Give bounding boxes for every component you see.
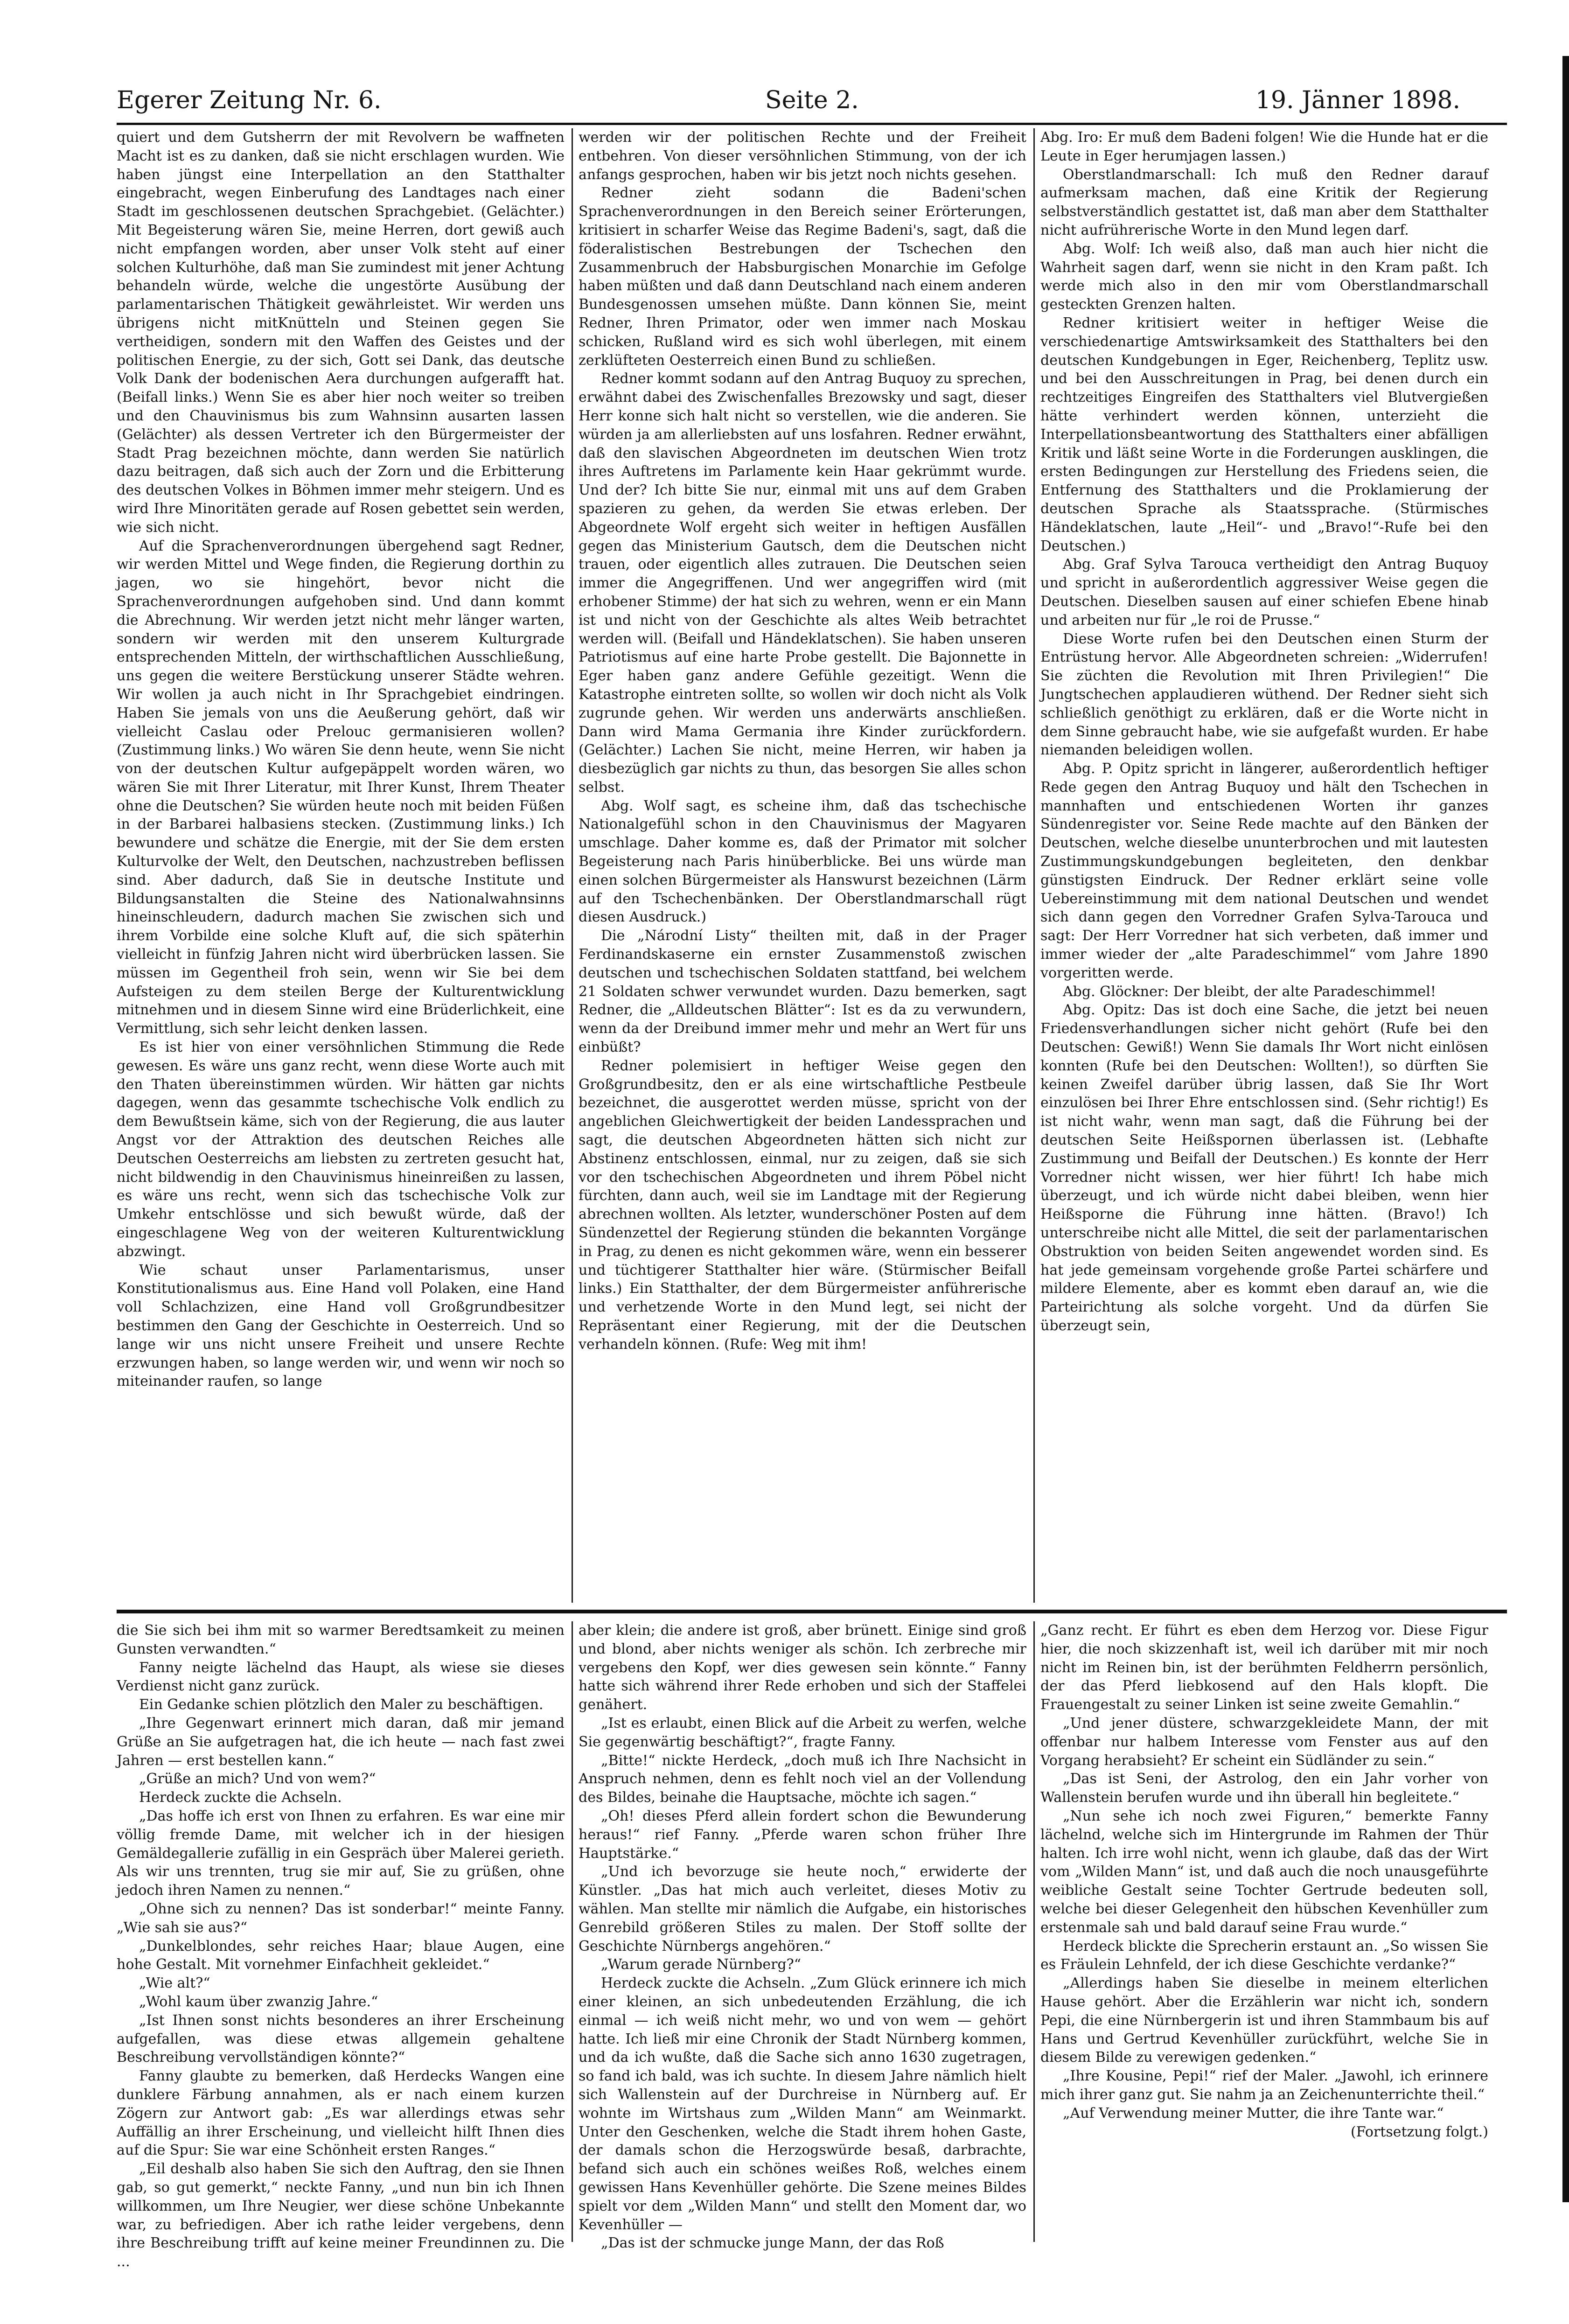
paragraph: „Nun sehe ich noch zwei Figuren,“ bemerkte Fanny lächelnd, welche sich im Hintergrunde im Rahmen der Thür halten. Ich irre wohl nicht, wenn ich glaube, daß das der Wirt vom „Wilden Mann“ ist, und daß auch die noch unausgeführte weibliche Gestalt seine Tochter Gertrude bedeuten soll, welche bei dieser Gelegenheit den hübschen Kevenhüller zum erstenmale sah und bald darauf seine Frau wurde.“ [1040,1808,1488,1936]
paragraph: Auf die Sprachenverordnungen übergehend sagt Redner, wir werden Mittel und Wege finden, die Regierung dorthin zu jagen, wo sie hingehört, bevor nicht die Sprachenverordnungen aufgehoben sind. Und dann kommt die Abrechnung. Wir werden jetzt nicht mehr länger warten, sondern wir werden mit den unserem Kulturgrade entsprechenden Mitteln, der wirthschaftlichen Ausschließung, uns gegen die weitere Berstückung unserer Städte wehren. Wir wollen ja auch nicht in Ihr Sprachgebiet eindringen. Haben Sie jemals von uns die Aeußerung gehört, daß wir vielleicht Caslau oder Prelouc germanisieren wollen? (Zustimmung links.) Wo wären Sie denn heute, wenn Sie nicht von der deutschen Kultur aufgepäppelt worden wären, wo wären Sie mit Ihrer Literatur, mit Ihrer Kunst, Ihrem Theater ohne die Deutschen? Sie würden heute noch mit beiden Füßen in der Barbarei halbasiens stecken. (Zustimmung links.) Ich bewundere und schätze die Energie, mit der Sie dem ersten Kulturvolke der Welt, den Deutschen, nachzustreben beflissen sind. Aber dadurch, daß Sie in deutsche Institute und Bildungsanstalten die Steine des Nationalwahnsinns hineinschleudern, dadurch machen Sie zwischen sich und ihrem Vorbilde eine solche Kluft auf, die sich späterhin vielleicht in fünfzig Jahren nicht wird überbrücken lassen. Sie müssen im Gegentheil froh sein, wenn wir Sie bei dem Aufsteigen zu dem steilen Berge der Kulturentwicklung mitnehmen und in diesem Sinne wird eine Brüderlichkeit, eine Vermittlung, sich sehr leicht denken lassen. [117,537,565,1037]
paragraph: „Das ist der schmucke junge Mann, der das Roß [601,2235,944,2252]
paragraph: Die „Národní Listy“ theilten mit, daß in der Prager Ferdinandskaserne ein ernster Zusammenstoß zwischen deutschen und tschechischen Soldaten stattfand, bei welchem 21 Soldaten schwer verwundet wurden. Dazu bemerken, sagt Redner, die „Alldeutschen Blätter“: Ist es da zu verwundern, wenn da der Dreibund immer mehr und mehr an Wert für uns einbüßt? [579,928,1026,1056]
paragraph: „Das ist Seni, der Astrolog, den ein Jahr vorher von Wallenstein berufen wurde und ihn überall hin begleitete.“ [1040,1771,1488,1806]
paragraph: Oberstlandmarschall: Ich muß den Redner darauf aufmerksam machen, daß eine Kritik der Regierung selbstverständlich gestattet ist, daß man aber dem Statthalter nicht aufrührerische Worte in den Mund legen darf. [1040,166,1488,238]
lower-column-3 [1040,1621,1488,2242]
column-divider [572,1621,573,2242]
column-divider [1033,1621,1035,2242]
paragraph: werden wir der politischen Rechte und der Freiheit entbehren. Von dieser versöhnlichen Stimmung, von der ich anfangs gesprochen, haben wir bis jetzt noch nichts gesehen. [579,129,1026,183]
paragraph: „Wie alt?“ [139,1975,210,1992]
header-newspaper-name: Egerer Zeitung Nr. 6. [117,86,382,114]
upper-column-3 [1040,128,1488,1603]
paragraph: „Und ich bevorzuge sie heute noch,“ erwiderte der Künstler. „Das hat mich auch verleitet, dieses Motiv zu wählen. Man stellte mir nämlich die Aufgabe, ein historisches Genrebild größeren Stiles zu malen. Der Stoff sollte der Geschichte Nürnbergs angehören.“ [579,1863,1026,1954]
paragraph: Fanny neigte lächelnd das Haupt, als wiese sie dieses Verdienst nicht ganz zurück. [117,1659,565,1695]
paragraph: „Allerdings haben Sie dieselbe in meinem elterlichen Hause gehört. Aber die Erzählerin war nicht ich, sondern Pepi, die eine Nürnbergerin ist und ihren Stammbaum bis auf Hans und Gertrud Kevenhüller zurückführt, welche Sie in diesem Bilde zu verewigen gedenken.“ [1040,1975,1488,2066]
paragraph: Redner zieht sodann die Badeni'schen Sprachenverordnungen in den Bereich seiner Erörterungen, kritisiert in scharfer Weise das Regime Badeni's, sagt, daß die föderalistischen Bestrebungen der Tschechen den Zusammenbruch der Habsburgischen Monarchie im Gefolge haben müßten und daß dann Deutschland nach einem anderen Bundesgenossen umsehen müßte. Dann können Sie, meint Redner, Ihren Primator, oder wen immer nach Moskau schicken, Rußland wird es sich wohl überlegen, mit einem zerklüfteten Oesterreich einen Bund zu schließen. [579,185,1026,369]
paragraph: Abg. Wolf: Ich weiß also, daß man auch hier nicht die Wahrheit sagen darf, wenn sie nicht in den Kram paßt. Ich werde mich also in den mir vom Oberstlandmarschall gesteckten Grenzen halten. [1040,240,1488,313]
paragraph: „Auf Verwendung meiner Mutter, die ihre Tante war.“ [1063,2105,1444,2122]
paragraph: die Sie sich bei ihm mit so warmer Beredtsamkeit zu meinen Gunsten verwandten.“ [117,1622,565,1657]
newspaper-page [117,82,1507,2270]
paragraph: quiert und dem Gutsherrn der mit Revolvern be waffneten Macht ist es zu danken, daß sie nicht erschlagen wurden. Wie haben jüngst eine Interpellation an den Statthalter eingebracht, wegen Einberufung des Landtages nach einer Stadt im geschlossenen deutschen Sprachgebiet. (Gelächter.) Mit Begeisterung wären Sie, meine Herren, dort gewiß auch nicht empfangen worden, aber unser Volk steht auf einer solchen Kulturhöhe, daß man Sie zumindest mit jener Achtung behandeln würde, welche die ungestörte Ausübung der parlamentarischen Thätigkeit gewährleistet. Wir werden uns übrigens nicht mitKnütteln und Steinen gegen Sie vertheidigen, sondern mit den Waffen des Geistes und der politischen Energie, zu der sich, Gott sei Dank, das deutsche Volk Dank der bodenischen Aera durchungen aufgerafft hat. (Beifall links.) Wenn Sie es aber hier noch weiter so treiben und den Chauvinismus bis zum Wahnsinn ausarten lassen (Gelächter) als dessen Vertreter ich den Bürgermeister der Stadt Prag bezeichnen möchte, dann werden Sie natürlich dazu beitragen, daß sich auch der Zorn und die Erbitterung des deutschen Volkes in Böhmen immer mehr steigern. Und es wird Ihre Minoritäten gerade auf Rosen gebettet sein werden, wie sich nicht. [117,129,565,536]
paragraph: Herdeck zuckte die Achseln. „Zum Glück erinnere ich mich einer kleinen, an sich unbedeutenden Erzählung, die ich einmal — ich weiß nicht mehr, wo und von wem — gehört hatte. Ich ließ mir eine Chronik der Stadt Nürnberg kommen, und da ich wußte, daß die Sache sich anno 1630 zugetragen, so fand ich bald, was ich suchte. In diesem Jahre nämlich hielt sich Wallenstein auf der Durchreise in Nürnberg auf. Er wohnte im Wirtshaus zum „Wilden Mann“ am Weinmarkt. Unter den Geschenken, welche die Stadt ihrem hohen Gaste, der damals schon die Herzogswürde besaß, darbrachte, befand sich auch ein schönes weißes Roß, welches einem gewissen Hans Kevenhüller gehörte. Die Szene meines Bildes spielt vor dem „Wilden Mann“ und stellt den Moment dar, wo Kevenhüller — [579,1975,1026,2233]
paragraph: „Ohne sich zu nennen? Das ist sonderbar!“ meinte Fanny. „Wie sah sie aus?“ [117,1900,565,1936]
column-divider [1033,128,1035,1603]
page-header [117,82,1507,119]
upper-column-1 [117,128,565,1603]
paragraph: Diese Worte rufen bei den Deutschen einen Sturm der Entrüstung hervor. Alle Abgeordneten schreien: „Widerrufen! Sie züchten die Revolution mit Ihren Privilegien!“ Die Jungtschechen applaudieren wüthend. Der Redner sieht sich schließlich genöthigt zu erklären, daß er die Worte nicht in dem Sinne gebraucht habe, wie sie aufgefaßt wurden. Er habe niemanden beleidigen wollen. [1040,630,1488,759]
paragraph: „Wohl kaum über zwanzig Jahre.“ [139,1993,378,2010]
header-date: 19. Jänner 1898. [1255,86,1460,114]
paragraph: „Ganz recht. Er führt es eben dem Herzog vor. Diese Figur hier, die noch skizzenhaft ist, weil ich darüber mit mir noch nicht im Reinen bin, ist der berühmten Feldherrn persönlich, der das Pferd liebkosend auf den Hals klopft. Die Frauengestalt zu seiner Linken ist seine zweite Gemahlin.“ [1040,1622,1488,1713]
paragraph: Abg. P. Opitz spricht in längerer, außerordentlich heftiger Rede gegen den Antrag Buquoy und hält den Tschechen in mannhaften und entschiedenen Worten ihr ganzes Sündenregister vor. Seine Rede machte auf den Bänken der Deutschen, welche dieselbe ununterbrochen und mit lautesten Zustimmungskundgebungen begleiteten, den denkbar günstigsten Eindruck. Der Redner erklärt seine volle Uebereinstimmung mit dem national Deutschen und wendet sich dann gegen den Vorredner Grafen Sylva-Tarouca und sagt: Der Herr Vorredner hat sich verbeten, daß immer und immer wieder der „alte Paradeschimmel“ vom Jahre 1890 vorgeritten werde. [1040,761,1488,981]
paragraph: Abg. Wolf sagt, es scheine ihm, daß das tschechische Nationalgefühl schon in den Chauvinismus der Magyaren umschlage. Daher komme es, daß der Primator mit solcher Begeisterung nach Paris hinüberblicke. Bei uns würde man einen solchen Bürgermeister als Hanswurst bezeichnen (Lärm auf den Tschechenbänken. Der Oberstlandmarschall rügt diesen Ausdruck.) [579,797,1026,926]
upper-column-2 [579,128,1026,1603]
paragraph: „Ist es erlaubt, einen Blick auf die Arbeit zu werfen, welche Sie gegenwärtig beschäftigt?“, fragte Fanny. [579,1715,1026,1750]
paragraph: „Ihre Gegenwart erinnert mich daran, daß mir jemand Grüße an Sie aufgetragen hat, die ich heute — nach fast zwei Jahren — erst bestellen kann.“ [117,1715,565,1769]
paragraph: Abg. Opitz: Das ist doch eine Sache, die jetzt bei neuen Friedensverhandlungen sicher nicht gehört (Rufe bei den Deutschen: Gewiß!) Wenn Sie damals Ihr Wort nicht einlösen konnten (Rufe bei den Deutschen: Wollten!), so dürften Sie keinen Zweifel darüber übrig lassen, daß Sie Ihr Wort einzulösen bei Ihrer Ehre entschlossen sind. (Sehr richtig!) Es ist nicht wahr, wenn man sagt, daß die Führung bei der deutschen Seite Heißspornen überlassen ist. (Lebhafte Zustimmung und Beifall der Deutschen.) Es konnte der Herr Vorredner nicht wissen, wer hier führt! Ich habe mich überzeugt, und ich würde nicht dabei bleiben, wenn hier Heißsporne die Führung inne hätten. (Bravo!) Ich unterschreibe nicht alle Mittel, die seit der parlamentarischen Obstruktion von beiden Seiten angewendet worden sind. Es hat jede gemeinsam vorgehende große Partei schärfere und mildere Elemente, aber es kommt eben darauf an, wie die Parteirichtung als solche vorgeht. Und da dürfen Sie überzeugt sein, [1040,1002,1488,1334]
page-edge-shadow [1562,56,1569,2202]
paragraph: „Dunkelblondes, sehr reiches Haar; blaue Augen, eine hohe Gestalt. Mit vornehmer Einfachheit gekleidet.“ [117,1938,565,1973]
header-rule [117,123,1507,125]
lower-column-1 [117,1621,565,2270]
paragraph: Herdeck zuckte die Achseln. [139,1789,342,1806]
paragraph: Es ist hier von einer versöhnlichen Stimmung die Rede gewesen. Es wäre uns ganz recht, wenn diese Worte auch mit den Thaten übereinstimmen würden. Wir hätten gar nichts dagegen, wenn das gesammte tschechische Volk endlich zu dem Bewußtsein käme, sich von der Regierung, die aus lauter Angst vor der Attraktion des deutschen Reiches alle Deutschen Oesterreichs am liebsten zu zertreten gesucht hat, nicht bildwendig in den Chauvinismus hineinreißen zu lassen, es wäre uns recht, wenn sich das tschechische Volk zur Umkehr entschlösse und sich bewußt würde, daß der eingeschlagene Weg von der weiteren Kulturentwicklung abzwingt. [117,1039,565,1260]
paragraph: „Und jener düstere, schwarzgekleidete Mann, der mit offenbar nur halbem Interesse vom Fenster aus auf den Vorgang herabsieht? Er scheint ein Südländer zu sein.“ [1040,1715,1488,1769]
paragraph: „Oh! dieses Pferd allein fordert schon die Bewunderung heraus!“ rief Fanny. „Pferde waren schon früher Ihre Hauptstärke.“ [579,1808,1026,1862]
paragraph: „Ihre Kousine, Pepi!“ rief der Maler. „Jawohl, ich erinnere mich ihrer ganz gut. Sie nahm ja an Zeichenunterrichte theil.“ [1040,2068,1488,2103]
paragraph: Redner polemisiert in heftiger Weise gegen den Großgrundbesitz, den er als eine wirtschaftliche Pestbeule bezeichnet, die ausgerottet werden müsse, spricht von der angeblichen Gleichwertigkeit der beiden Landessprachen und sagt, die deutschen Abgeordneten hätten sich nicht zur Abstinenz entschlossen, einmal, nur zu zeigen, daß sie sich vor den tschechischen Abgeordneten und ihrem Pöbel nicht fürchten, dann auch, weil sie im Landtage mit der Regierung abrechnen wollten. Als letzter, wunderschöner Posten auf dem Sündenzettel der Regierung stünden die bekannten Vorgänge in Prag, zu denen es nicht gekommen wäre, wenn ein besserer und tüchtigerer Statthalter hier wäre. (Stürmischer Beifall links.) Ein Statthalter, der dem Bürgermeister anführerische und verhetzende Worte in den Mund legt, sei nicht der Repräsentant einer Regierung, mit der die Deutschen verhandeln können. (Rufe: Weg mit ihm! [579,1057,1026,1353]
paragraph: „Ist Ihnen sonst nichts besonderes an ihrer Erscheinung aufgefallen, was diese etwas allgemein gehaltene Beschreibung vervollständigen könnte?“ [117,2012,565,2066]
continuation-note: (Fortsetzung folgt.) [1351,2123,1488,2140]
paragraph: „Bitte!“ nickte Herdeck, „doch muß ich Ihre Nachsicht in Anspruch nehmen, denn es fehlt noch viel an der Vollendung des Bildes, beinahe die Hauptsache, möchte ich sagen.“ [579,1752,1026,1806]
paragraph: Abg. Graf Sylva Tarouca vertheidigt den Antrag Buquoy und spricht in außerordentlich aggressiver Weise gegen die Deutschen. Dieselben sausen auf einer schiefen Ebene hinab und arbeiten nur für „le roi de Prusse.“ [1040,556,1488,628]
header-page-number: Seite 2. [765,86,859,114]
paragraph: Fanny glaubte zu bemerken, daß Herdecks Wangen eine dunklere Färbung annahmen, als er nach einem kurzen Zögern zur Antwort gab: „Es war allerdings etwas sehr Auffällig an ihrer Erscheinung, und vielleicht hilft Ihnen dies auf die Spur: Sie war eine Schönheit ersten Ranges.“ [117,2068,565,2159]
column-divider [572,128,573,1603]
paragraph: „Eil deshalb also haben Sie sich den Auftrag, den sie Ihnen gab, so gut gemerkt,“ neckte Fanny, „und nun bin ich Ihnen willkommen, um Ihre Neugier, wer diese schöne Unbekannte war, zu befriedigen. Aber ich rathe leider vergebens, denn ihre Beschreibung trifft auf keine meiner Freundinnen zu. Die ... [117,2161,565,2270]
paragraph: Abg. Iro: Er muß dem Badeni folgen! Wie die Hunde hat er die Leute in Eger herumjagen lassen.) [1040,129,1488,164]
paragraph: Wie schaut unser Parlamentarismus, unser Konstitutionalismus aus. Eine Hand voll Polaken, eine Hand voll Schlachzizen, eine Hand voll Großgrundbesitzer bestimmen den Gang der Geschichte in Oesterreich. Und so lange wir uns nicht unsere Freiheit und unsere Rechte erzwungen haben, so lange werden wir, und wenn wir noch so miteinander raufen, so lange [117,1262,565,1390]
paragraph: „Das hoffe ich erst von Ihnen zu erfahren. Es war eine mir völlig fremde Dame, mit welcher ich in der hiesigen Gemäldegallerie zufällig in ein Gespräch über Malerei gerieth. Als wir uns trennten, trug sie mir auf, Sie zu grüßen, ohne jedoch ihren Namen zu nennen.“ [117,1808,565,1899]
paragraph: Redner kritisiert weiter in heftiger Weise die verschiedenartige Amtswirksamkeit des Statthalters bei den deutschen Kundgebungen in Eger, Reichenberg, Teplitz usw. und bei den Ausschreitungen in Prag, bei denen durch ein rechtzeitiges Eingreifen des Statthalters viel Blutvergießen hätte verhindert werden können, unterzieht die Interpellationsbeantwortung des Statthalters einer abfälligen Kritik und läßt seine Worte in die Forderungen ausklingen, die ersten Bedingungen zur Herstellung des Friedens seien, die Entfernung des Statthalters und die Proklamierung der deutschen Sprache als Staatssprache. (Stürmisches Händeklatschen, laute „Heil“- und „Bravo!“-Rufe bei den Deutschen.) [1040,314,1488,554]
lower-column-2 [579,1621,1026,2252]
paragraph: Abg. Glöckner: Der bleibt, der alte Paradeschimmel! [1063,983,1436,1000]
feuilleton-rule [117,1610,1507,1613]
paragraph: Redner kommt sodann auf den Antrag Buquoy zu sprechen, erwähnt dabei des Zwischenfalles Brezowsky und sagt, dieser Herr konne sich halt nicht so verstellen, wie die anderen. Sie würden ja am allerliebsten auf uns losfahren. Redner erwähnt, daß den slavischen Abgeordneten im deutschen Wien trotz ihres Auftretens im Parlamente kein Haar gekrümmt wurde. Und der? Ich bitte Sie nur, einmal mit uns auf dem Graben spazieren zu gehen, da werden Sie etwas erleben. Der Abgeordnete Wolf ergeht sich weiter in heftigen Ausfällen gegen das Ministerium Gautsch, dem die Deutschen nicht trauen, oder eigentlich alles zutrauen. Die Deutschen seien immer die Angegriffenen. Und wer angegriffen wird (mit erhobener Stimme) der hat sich zu wehren, wenn er ein Mann ist und nicht von der Geschichte als altes Weib betrachtet werden will. (Beifall und Händeklatschen). Sie haben unseren Patriotismus auf eine harte Probe gestellt. Die Bajonnette in Eger haben ganz andere Gefühle gezeitigt. Wenn die Katastrophe eintreten sollte, so wollen wir doch nicht als Volk zugrunde gehen. Wir werden uns anderwärts anschließen. Dann wird Mama Germania ihre Kinder zurückfordern. (Gelächter.) Lachen Sie nicht, meine Herren, wir haben ja diesbezüglich gar nichts zu thun, das besorgen Sie alles schon selbst. [579,370,1026,796]
paragraph: aber klein; die andere ist groß, aber brünett. Einige sind groß und blond, aber nichts weniger als schön. Ich zerbreche mir vergebens den Kopf, wer dies gewesen sein könnte.“ Fanny hatte sich während ihrer Rede erhoben und sich der Staffelei genähert. [579,1622,1026,1713]
paragraph: Ein Gedanke schien plötzlich den Maler zu beschäftigen. [139,1696,544,1713]
paragraph: „Warum gerade Nürnberg?“ [601,1956,802,1973]
paragraph: Herdeck blickte die Sprecherin erstaunt an. „So wissen Sie es Fräulein Lehnfeld, der ich diese Geschichte verdanke?“ [1040,1938,1488,1973]
paragraph: „Grüße an mich? Und von wem?“ [139,1771,376,1787]
